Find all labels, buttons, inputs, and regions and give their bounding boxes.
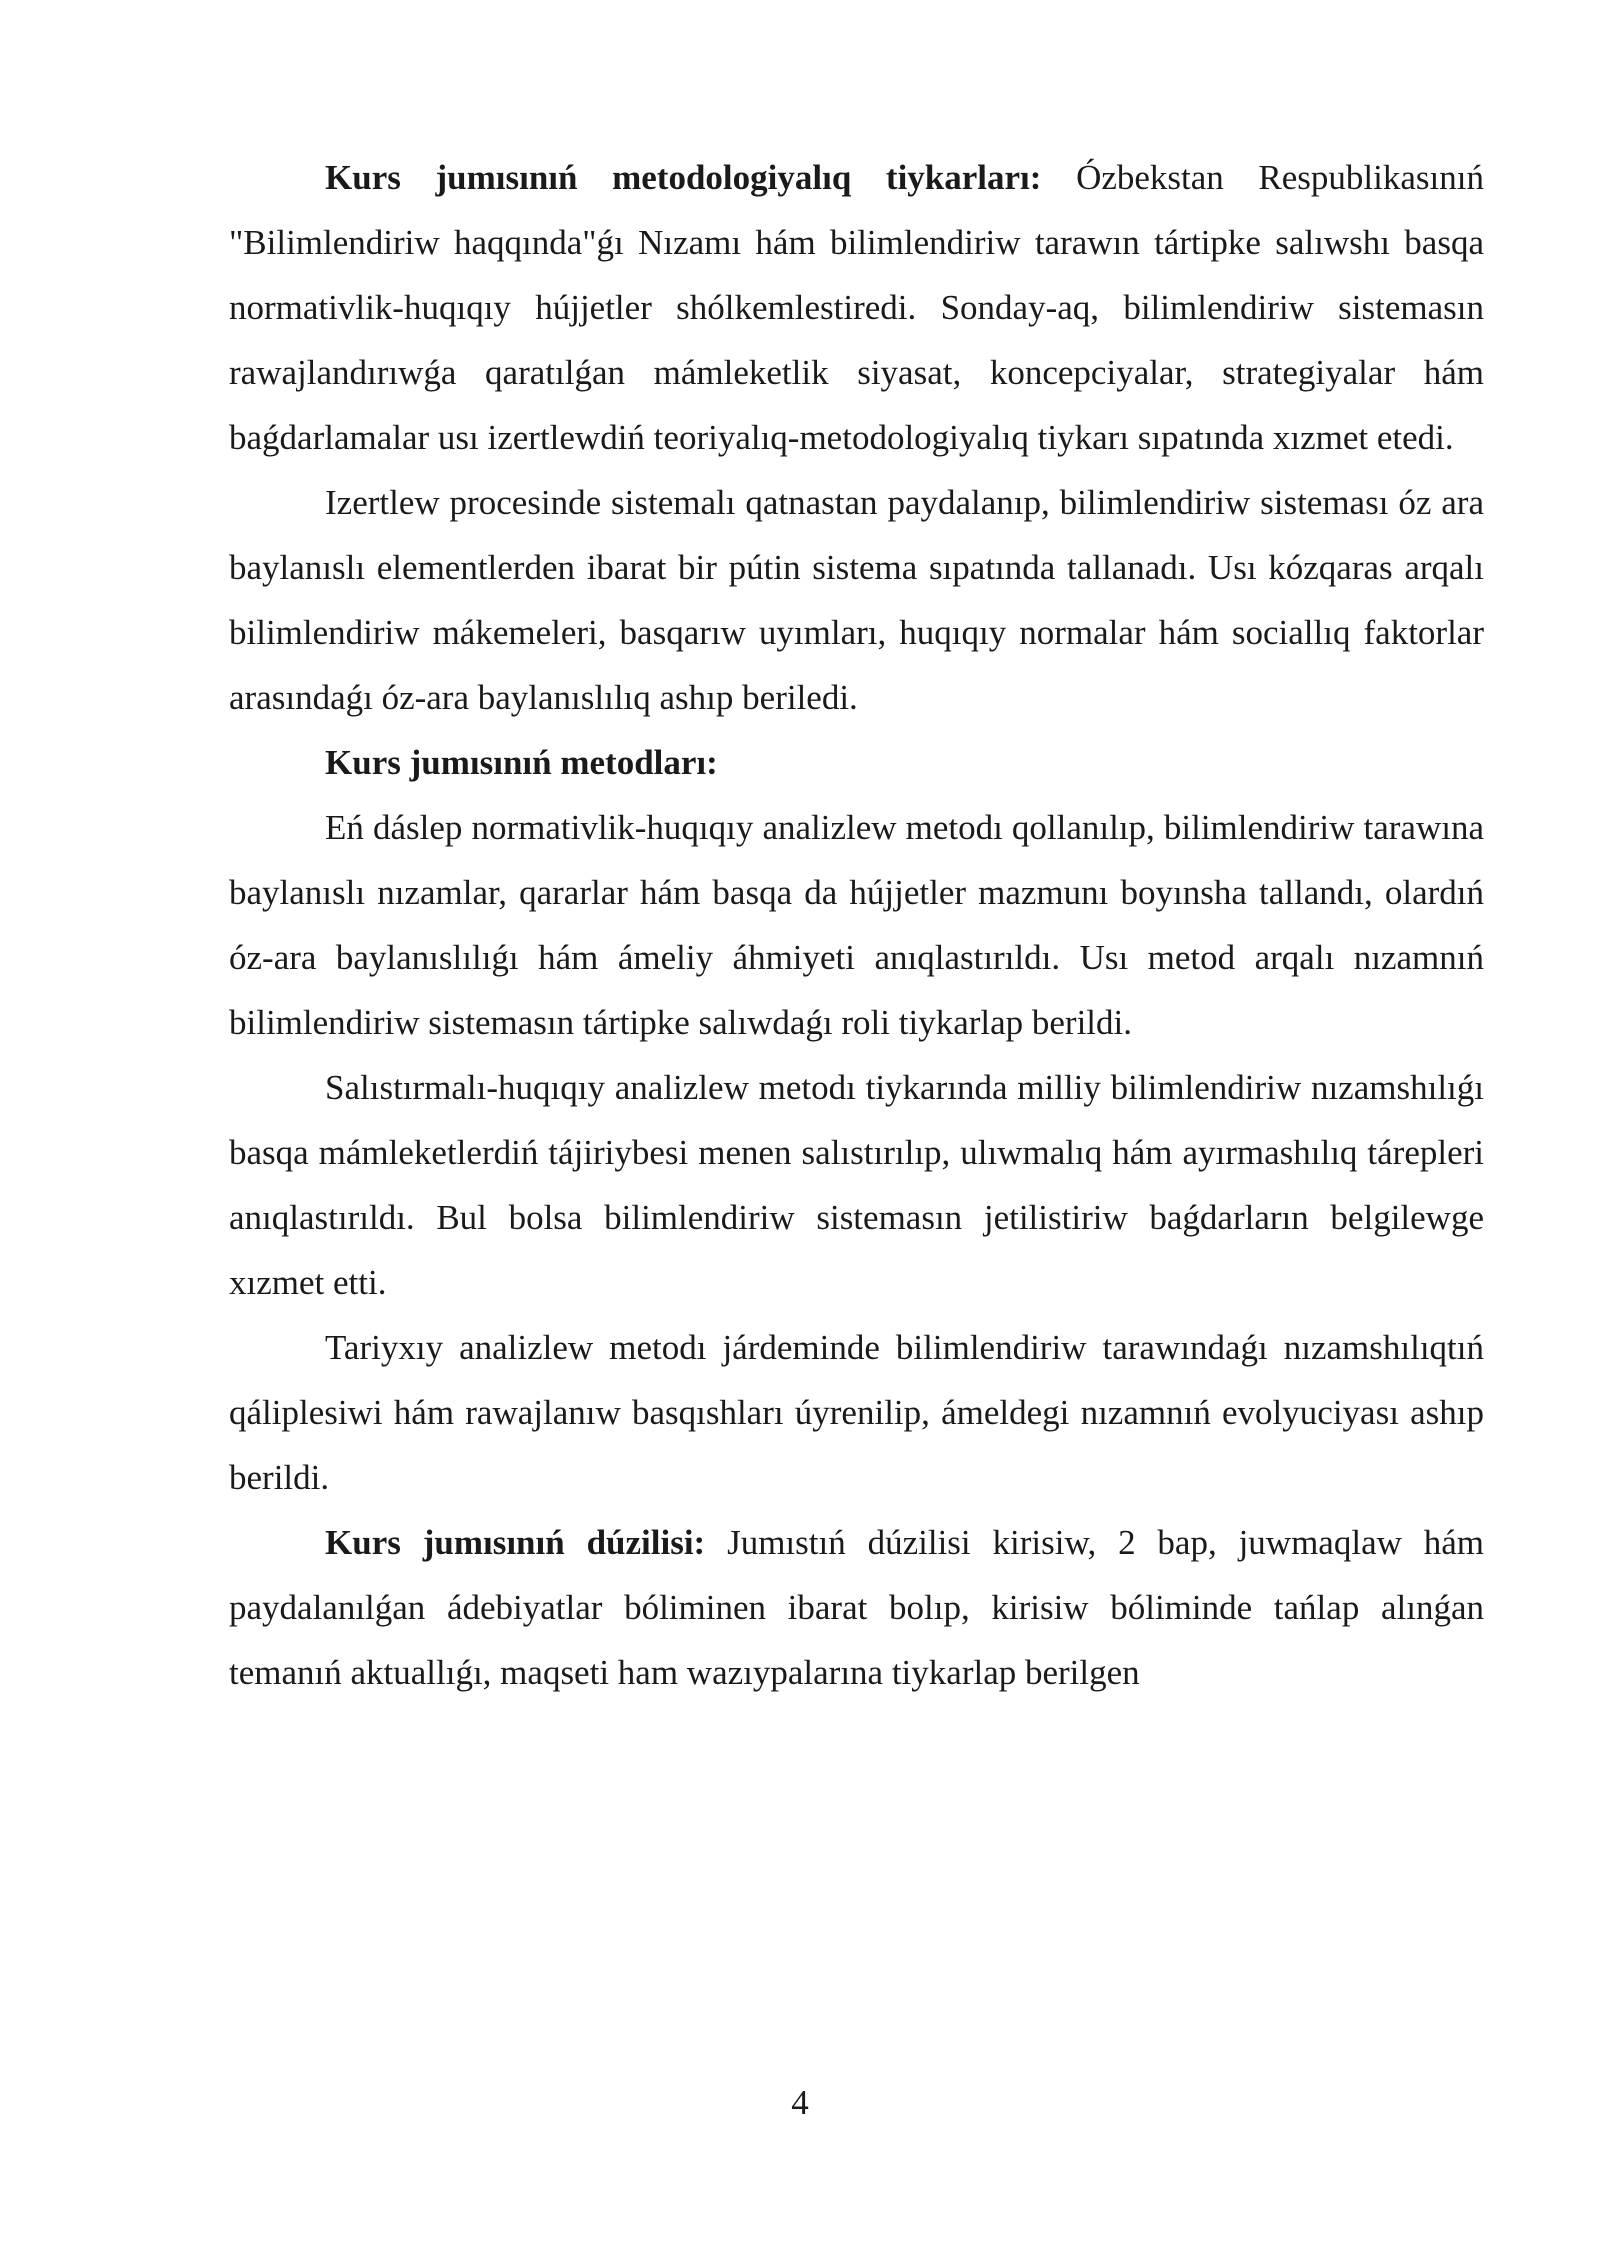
paragraph-systemic-approach xyxy=(229,470,1484,730)
paragraph-methodological-basis xyxy=(229,145,1484,470)
body-text xyxy=(229,145,1484,1705)
paragraph-text: Eń dáslep normativlik-huqıqıy analizlew metodı qollanılıp, bilimlendiriw tarawına baylanıslı nızamlar, qararlar hám basqa da hújjetler mazmunı boyınsha tallandı, olardıń óz-ara baylanıslılıǵı hám ámeliy áhmiyeti anıqlastırıldı. Usı metod arqalı nızamnıń bilimlendiriw sistemasın tártipke salıwdaǵı roli tiykarlap berildi. xyxy=(229,808,1484,1042)
section-heading-methods: Kurs jumısınıń metodları: xyxy=(325,743,718,782)
section-heading-methodological-basis: Kurs jumısınıń metodologiyalıq tiykarları: xyxy=(325,158,1042,197)
paragraph-text: Ózbekstan Respublikasınıń "Bilimlendiriw haqqında"ǵı Nızamı hám bilimlendiriw tarawın tártipke salıwshı basqa normativlik-huqıqıy hújjetler shólkemlestiredi. Sonday-aq, bilimlendiriw sistemasın rawajlandırıwǵa qaratılǵan mámleketlik siyasat, koncepciyalar, strategiyalar hám baǵdarlamalar usı izertlewdiń teoriyalıq-metodologiyalıq tiykarı sıpatında xızmet etedi. xyxy=(229,158,1484,457)
paragraph-text: Izertlew procesinde sistemalı qatnastan paydalanıp, bilimlendiriw sisteması óz ara baylanıslı elementlerden ibarat bir pútin sistema sıpatında tallanadı. Usı kózqaras arqalı bilimlendiriw mákemeleri, basqarıw uyımları, huqıqıy normalar hám sociallıq faktorlar arasındaǵı óz-ara baylanıslılıq ashıp beriledi. xyxy=(229,483,1484,717)
paragraph-comparative-method xyxy=(229,1055,1484,1315)
paragraph-text: Tariyxıy analizlew metodı járdeminde bilimlendiriw tarawındaǵı nızamshılıqtıń qáliplesiwi hám rawajlanıw basqıshları úyrenilip, ámeldegi nızamnıń evolyuciyası ashıp berildi. xyxy=(229,1328,1484,1497)
section-heading-structure: Kurs jumısınıń dúzilisi: xyxy=(325,1523,706,1562)
paragraph-historical-method xyxy=(229,1315,1484,1510)
paragraph-text: Jumıstıń dúzilisi kirisiw, 2 bap, juwmaqlaw hám paydalanılǵan ádebiyatlar bóliminen ibarat bolıp, kirisiw bóliminde tańlap alınǵan temanıń aktuallıǵı, maqseti ham wazıypalarına tiykarlap berilgen xyxy=(229,1523,1484,1692)
paragraph-methods-heading xyxy=(229,730,1484,795)
page-number: 4 xyxy=(791,2083,809,2122)
paragraph-text: Salıstırmalı-huqıqıy analizlew metodı tiykarında milliy bilimlendiriw nızamshılıǵı basqa mámleketlerdiń tájiriybesi menen salıstırılıp, ulıwmalıq hám ayırmashılıq tárepleri anıqlastırıldı. Bul bolsa bilimlendiriw sistemasın jetilistiriw baǵdarların belgilewge xızmet etti. xyxy=(229,1068,1484,1302)
paragraph-normative-method xyxy=(229,795,1484,1055)
paragraph-structure xyxy=(229,1510,1484,1705)
